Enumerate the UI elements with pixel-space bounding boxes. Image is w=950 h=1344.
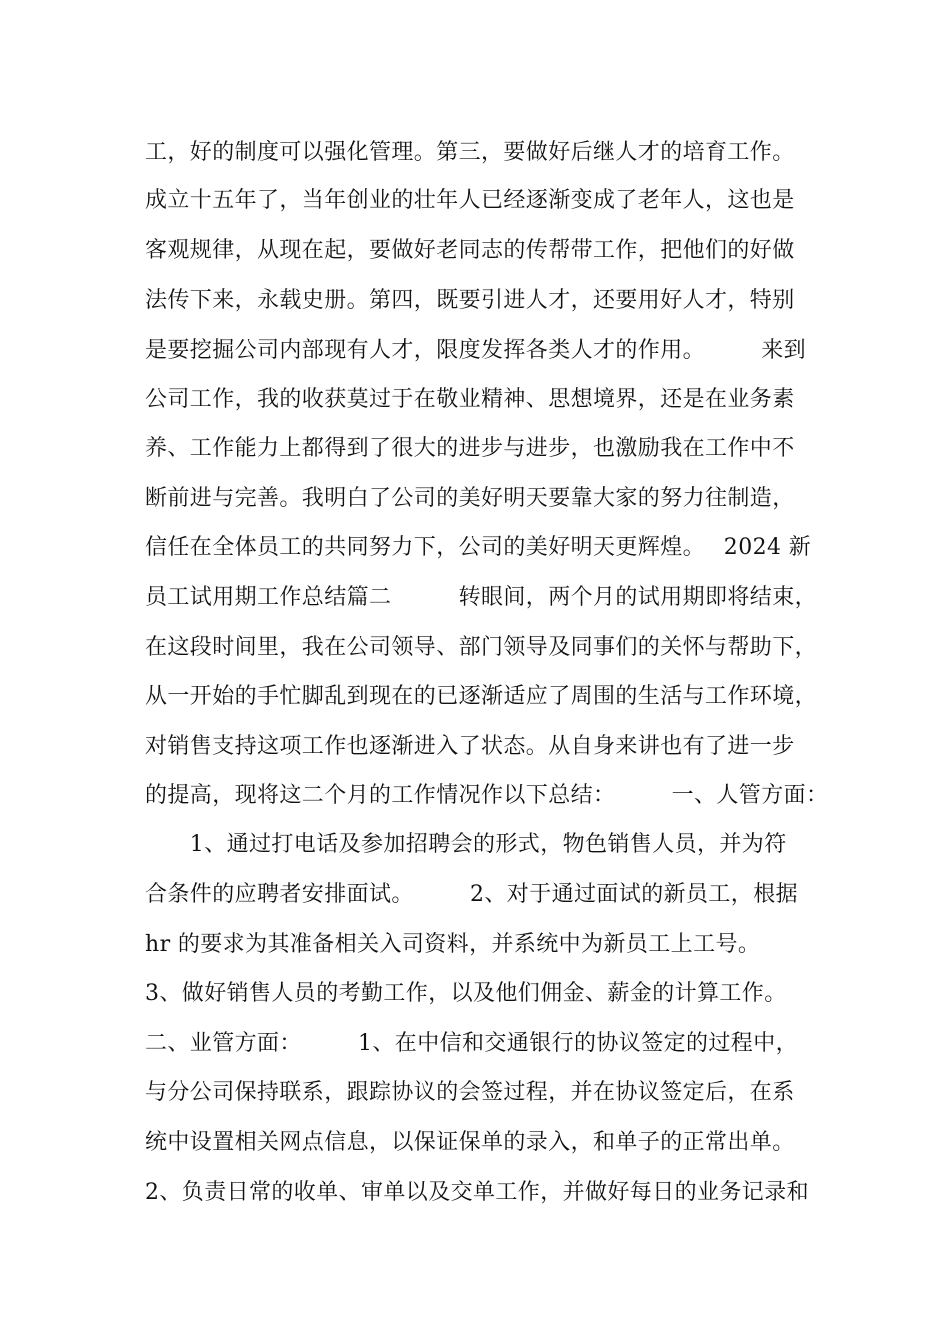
text-line: 从一开始的手忙脚乱到现在的已逐渐适应了周围的生活与工作环境， [145,684,818,709]
text-line: 员工试用期工作总结篇二 转眼间，两个月的试用期即将结束， [145,585,818,610]
text-line: 法传下来，永载史册。第四，既要引进人才，还要用好人才，特别 [145,288,795,313]
text-line: 在这段时间里，我在公司领导、部门领导及同事们的关怀与帮助下， [145,635,818,660]
text-line: 养、工作能力上都得到了很大的进步与进步，也激励我在工作中不 [145,436,795,461]
text-line: 二、业管方面： 1、在中信和交通银行的协议签定的过程中， [145,1031,798,1056]
text-line: 统中设置相关网点信息，以保证保单的录入，和单子的正常出单。 [145,1130,795,1155]
text-line: 对销售支持这项工作也逐渐进入了状态。从自身来讲也有了进一步 [145,734,795,759]
text-line: hr 的要求为其准备相关入司资料，并系统中为新员工上工号。 [145,932,761,957]
text-line: 3、做好销售人员的考勤工作，以及他们佣金、薪金的计算工作。 [145,981,787,1006]
text-line: 信任在全体员工的共同努力下，公司的美好明天更辉煌。 2024 新 [145,535,812,560]
text-line: 公司工作，我的收获莫过于在敬业精神、思想境界，还是在业务素 [145,387,795,412]
text-line: 1、通过打电话及参加招聘会的形式，物色销售人员，并为符 [145,832,787,857]
text-line: 2、负责日常的收单、审单以及交单工作，并做好每日的业务记录和 [145,1180,809,1205]
text-line: 成立十五年了，当年创业的壮年人已经逐渐变成了老年人，这也是 [145,188,795,213]
text-line: 断前进与完善。我明白了公司的美好明天要靠大家的努力往制造， [145,486,795,511]
text-line: 合条件的应聘者安排面试。 2、对于通过面试的新员工，根据 [145,882,798,907]
text-line: 的提高，现将这二个月的工作情况作以下总结： 一、人管方面： [145,783,829,808]
text-line: 是要挖掘公司内部现有人才，限度发挥各类人才的作用。 来到 [145,338,807,363]
text-line: 客观规律，从现在起，要做好老同志的传帮带工作，把他们的好做 [145,238,795,263]
text-line: 工，好的制度可以强化管理。第三，要做好后继人才的培育工作。 [145,140,795,165]
text-line: 与分公司保持联系，跟踪协议的会签过程，并在协议签定后，在系 [145,1080,795,1105]
